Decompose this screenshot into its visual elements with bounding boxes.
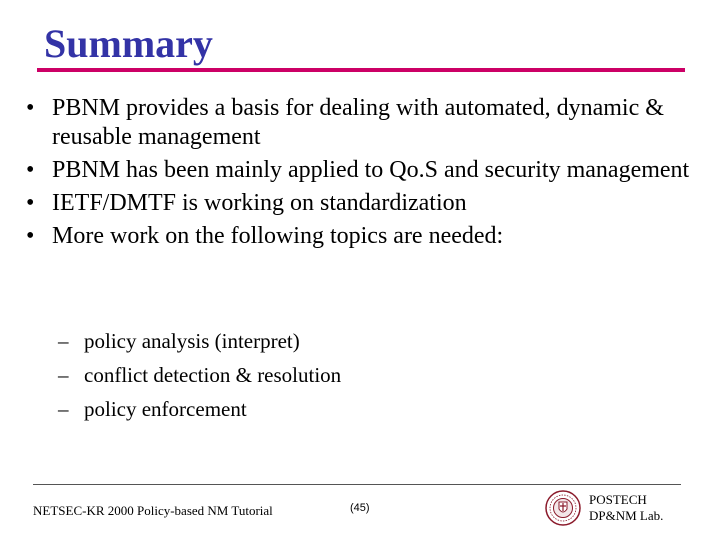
sub-bullet-marker: – <box>58 363 69 387</box>
sub-bullet-text: policy enforcement <box>84 397 247 421</box>
bullet-marker: • <box>26 223 35 249</box>
page-number: (45) <box>350 502 370 514</box>
footer-tutorial-name: NETSEC-KR 2000 Policy-based NM Tutorial <box>33 503 273 518</box>
bullet-marker: • <box>26 157 35 183</box>
bullet-item <box>26 222 706 251</box>
sub-bullet-list <box>58 324 341 426</box>
sub-bullet-text: conflict detection & resolution <box>84 363 342 387</box>
sub-bullet-text: policy analysis (interpret) <box>84 329 300 353</box>
sub-bullet-item <box>58 358 341 392</box>
footer-divider <box>33 484 681 485</box>
bullet-list <box>26 94 706 255</box>
university-seal-icon <box>545 490 581 526</box>
bullet-text: IETF/DMTF is working on standardization <box>52 190 467 216</box>
bullet-item <box>26 189 706 218</box>
sub-bullet-marker: – <box>58 397 69 421</box>
bullet-text: More work on the following topics are needed: <box>52 223 504 249</box>
sub-bullet-item <box>58 392 341 426</box>
bullet-marker: • <box>26 190 35 216</box>
organization-name: POSTECH <box>589 492 647 507</box>
title-underline <box>37 68 685 72</box>
lab-name: DP&NM Lab. <box>589 508 664 523</box>
slide-title: Summary <box>44 21 213 66</box>
bullet-item <box>26 94 706 152</box>
bullet-text: PBNM has been mainly applied to Qo.S and security management <box>52 157 690 183</box>
bullet-text: PBNM provides a basis for dealing with automated, dynamic & reusable management <box>52 95 664 150</box>
organization-label <box>589 492 663 524</box>
sub-bullet-marker: – <box>58 329 69 353</box>
bullet-marker: • <box>26 95 35 121</box>
sub-bullet-item <box>58 324 341 358</box>
bullet-item <box>26 156 706 185</box>
